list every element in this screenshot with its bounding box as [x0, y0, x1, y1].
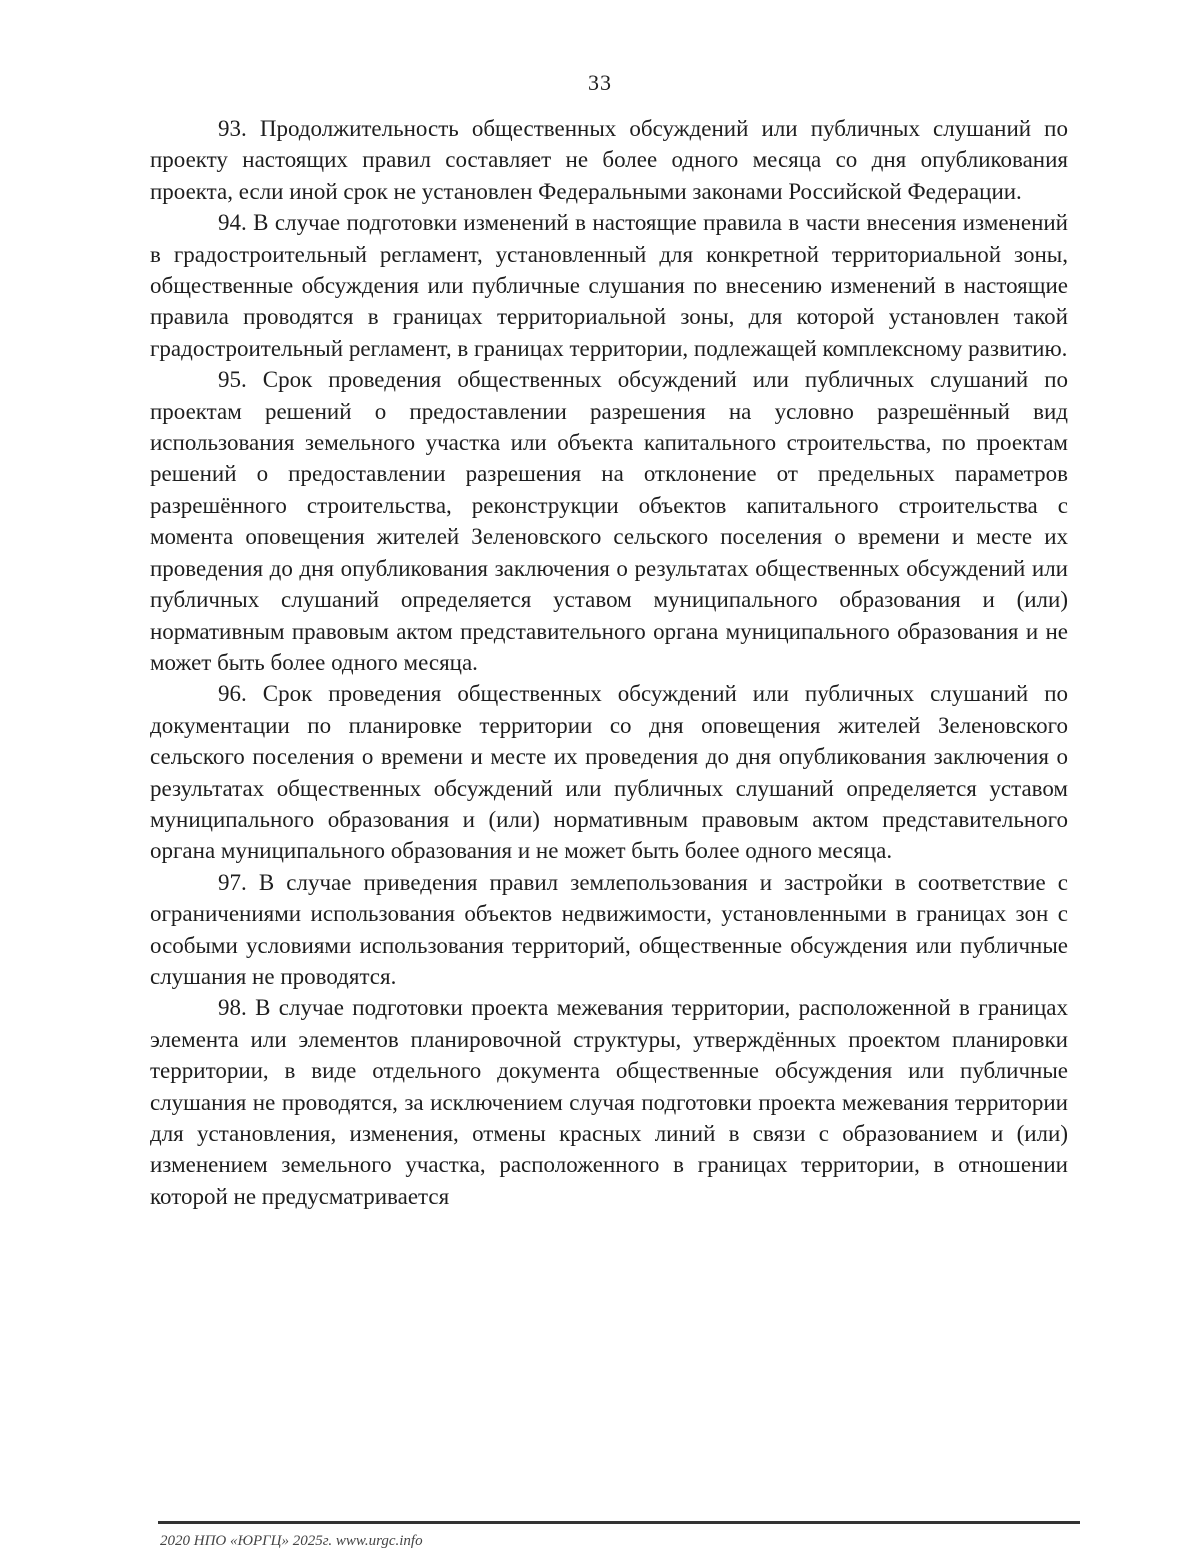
paragraph-94: 94. В случае подготовки изменений в настоящие правила в части внесения изменений в градостроительный регламент, установленный для конкретной территориальной зоны, общественные обсуждения или публичные слушания по внесению изменений в настоящие правила проводятся в границах территориальной зоны, для которой установлен такой градостроительный регламент, в границах территории, подлежащей комплексному развитию.: [150, 210, 1068, 361]
footer-text: 2020 НПО «ЮРГЦ» 2025г. www.urgc.info: [160, 1533, 423, 1549]
paragraph-98: 98. В случае подготовки проекта межевания территории, расположенной в границах элемента или элементов планировочной структуры, утверждённых проектом планировки территории, в виде отдельного документа общественные обсуждения или публичные слушания не проводятся, за исключением случая подготовки проекта межевания территории для установления, изменения, отмены красных линий в связи с образованием и (или) изменением земельного участка, расположенного в границах территории, в отношении которой не предусматривается: [150, 995, 1068, 1209]
paragraph-97: 97. В случае приведения правил землепользования и застройки в соответствие с ограничениями использования объектов недвижимости, установленными в границах зон с особыми условиями использования территорий, общественные обсуждения или публичные слушания не проводятся.: [150, 869, 1068, 989]
paragraph-93: 93. Продолжительность общественных обсуждений или публичных слушаний по проекту настоящих правил составляет не более одного месяца со дня опубликования проекта, если иной срок не установлен Федеральными законами Российской Федерации.: [150, 116, 1068, 204]
paragraph-96: 96. Срок проведения общественных обсуждений или публичных слушаний по документации по планировке территории со дня оповещения жителей Зеленовского сельского поселения о времени и месте их проведения до дня опубликования заключения о результатах общественных обсуждений или публичных слушаний определяется уставом муниципального образования и (или) нормативным правовым актом представительного органа муниципального образования и не может быть более одного месяца.: [150, 681, 1068, 864]
paragraph-95: 95. Срок проведения общественных обсуждений или публичных слушаний по проектам решений о предоставлении разрешения на условно разрешённый вид использования земельного участка или объекта капитального строительства, по проектам решений о предоставлении разрешения на отклонение от предельных параметров разрешённого строительства, реконструкции объектов капитального строительства с момента оповещения жителей Зеленовского сельского поселения о времени и месте их проведения до дня опубликования заключения о результатах общественных обсуждений или публичных слушаний определяется уставом муниципального образования и (или) нормативным правовым актом представительного органа муниципального образования и не может быть более одного месяца.: [150, 367, 1068, 675]
document-body: [150, 113, 1068, 1212]
footer-divider: [158, 1521, 1080, 1524]
page-number: 33: [588, 70, 612, 95]
